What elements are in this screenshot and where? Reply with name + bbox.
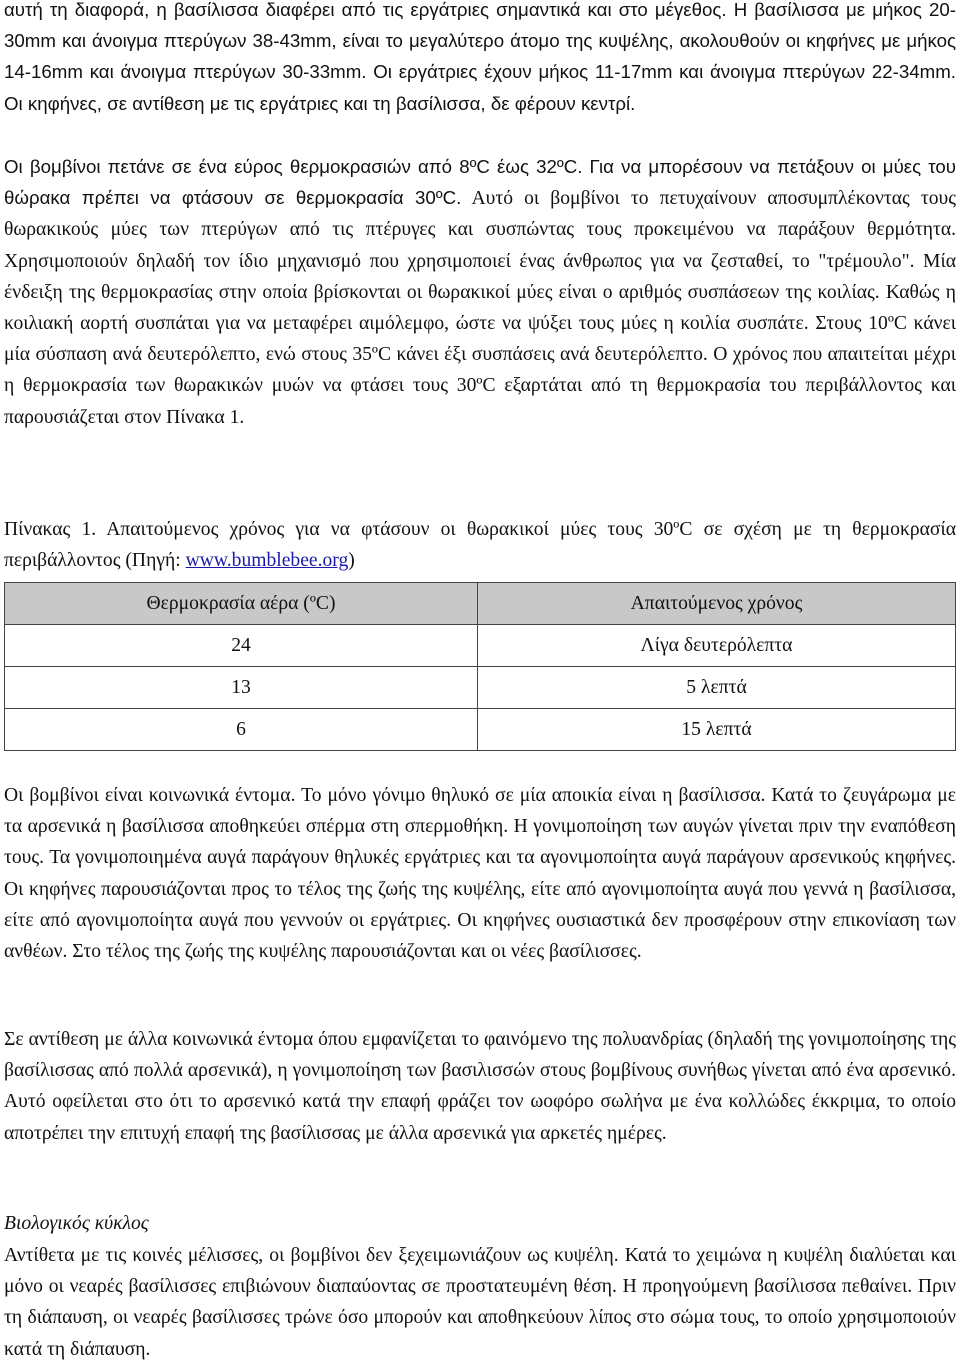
table-row bbox=[5, 709, 956, 751]
lifecycle-paragraph: Αντίθετα με τις κοινές μέλισσες, οι βομβίνοι δεν ξεχειμωνιάζουν ως κυψέλη. Κατά το χειμώνα η κυψέλη διαλύεται και μόνο οι νεαρές βασίλισσες επιβιώνουν διαπαύοντας σε προστατευμένη θέση. Η προηγούμενη βασίλισσα πεθαίνει. Πριν τη διάπαυση, οι νεαρές βασίλισσες τρώνε όσο μπορούν και αποθηκεύουν λίπος στο σώμα τους, το οποίο χρησιμοποιούν κατά τη διάπαυση. bbox=[4, 1245, 956, 1360]
lifecycle-heading: Βιολογικός κύκλος bbox=[4, 1213, 149, 1234]
table-cell-time: Λίγα δευτερόλεπτα bbox=[478, 625, 956, 667]
temperature-paragraph bbox=[4, 151, 956, 433]
table-cell-time: 5 λεπτά bbox=[478, 667, 956, 709]
table-cell-temperature: 13 bbox=[5, 667, 478, 709]
source-link[interactable]: www.bumblebee.org bbox=[185, 550, 349, 572]
table-cell-temperature: 6 bbox=[5, 709, 478, 751]
table-caption-text: Πίνακας 1. Απαιτούμενος χρόνος για να φτάσουν οι θωρακικοί μύες τους 30ºC σε σχέση με τη θερμοκρασία περιβάλλοντος (Πηγή: bbox=[4, 519, 956, 572]
table-caption-end: ) bbox=[348, 550, 355, 572]
temperature-sans-text: Οι βομβίνοι πετάνε σε ένα εύρος θερμοκρασιών από 8ºC έως 32ºC. Για να μπορέσουν να πετάξουν οι μύες του θώρακα πρέπει να φτάσουν σε θερμοκρασία 30ºC. bbox=[4, 156, 956, 209]
table-cell-temperature: 24 bbox=[5, 625, 478, 667]
temperature-table bbox=[4, 582, 956, 751]
table-cell-time: 15 λεπτά bbox=[478, 709, 956, 751]
header-air-temperature: Θερμοκρασία αέρα (ºC) bbox=[5, 583, 478, 625]
temperature-serif-text: Αυτό οι βομβίνοι το πετυχαίνουν αποσυμπλέκοντας τους θωρακικούς μύες των πτερύγων από τις πτέρυγες και συσπώντας τους προκειμένου να παράξουν θερμότητα. Χρησιμοποιούν δηλαδή τον ίδιο μηχανισμό που χρησιμοποιεί ένας άνθρωπος για να ζεσταθεί, το "τρέμουλο". Μία ένδειξη της θερμοκρασίας στην οποία βρίσκονται οι θωρακικοί μύες είναι ο αριθμός συσπάσεων της κοιλίας. Καθώς η κοιλιακή αορτή συσπάται για να μεταφέρει αιμόλεμφο, ώστε να ψύξει τους μύες η κοιλία συσπάτε. Στους 10ºC κάνει μία σύσπαση ανά δευτερόλεπτο, ενώ στους 35ºC κάνει έξι συσπάσεις ανά δευτερόλεπτο. Ο χρόνος που απαιτείται μέχρι η θερμοκρασία των θωρακικών μυών να φτάσει τους 30ºC εξαρτάται από τη θερμοκρασία του περιβάλλοντος και παρουσιάζεται στον Πίνακα 1. bbox=[4, 188, 956, 428]
polyandry-paragraph: Σε αντίθεση με άλλα κοινωνικά έντομα όπου εμφανίζεται το φαινόμενο της πολυανδρίας (δηλαδή της γονιμοποίησης της βασίλισσας από πολλά αρσενικά), η γονιμοποίηση των βασιλισσών στους βομβίνους συνήθως γίνεται από ένα αρσενικό. Αυτό οφείλεται στο ότι το αρσενικό κατά την επαφή φράζει τον ωοφόρο σωλήνα με ένα κολλώδες έκκριμα, το οποίο αποτρέπει την επιτυχή επαφή της βασίλισσας με άλλα αρσενικά για αρκετές ημέρες. bbox=[4, 1029, 956, 1144]
table-caption bbox=[4, 514, 956, 576]
intro-paragraph: αυτή τη διαφορά, η βασίλισσα διαφέρει από τις εργάτριες σημαντικά και στο μέγεθος. Η βασίλισσα με μήκος 20-30mm και άνοιγμα πτερύγων 38-43mm, είναι το μεγαλύτερο άτομο της κυψέλης, ακολουθούν οι κηφήνες με μήκος 14-16mm και άνοιγμα πτερύγων 30-33mm. Οι εργάτριες έχουν μήκος 11-17mm και άνοιγμα πτερύγων 22-34mm. Οι κηφήνες, σε αντίθεση με τις εργάτριες και τη βασίλισσα, δε φέρουν κεντρί. bbox=[4, 0, 956, 114]
header-required-time: Απαιτούμενος χρόνος bbox=[478, 583, 956, 625]
table-row bbox=[5, 667, 956, 709]
table-row bbox=[5, 625, 956, 667]
social-paragraph: Οι βομβίνοι είναι κοινωνικά έντομα. Το μόνο γόνιμο θηλυκό σε μία αποικία είναι η βασίλισσα. Κατά το ζευγάρωμα με τα αρσενικά η βασίλισσα αποθηκεύει σπέρμα στη σπερμοθήκη. Η γονιμοποίηση των αυγών γίνεται πριν την εναπόθεση τους. Τα γονιμοποιημένα αυγά παράγουν θηλυκές εργάτριες και τα αγονιμοποίητα αυγά παράγουν αρσενικούς κηφήνες. Οι κηφήνες παρουσιάζονται προς το τέλος της ζωής της κυψέλης, είτε από αγονιμοποίητα αυγά που γεννά η βασίλισσα, είτε από αγονιμοποίητα αυγά που γεννούν οι εργάτριες. Οι κηφήνες ουσιαστικά δεν προσφέρουν στην επικονίαση των ανθέων. Στο τέλος της ζωής της κυψέλης παρουσιάζονται και οι νέες βασίλισσες. bbox=[4, 785, 956, 963]
table-header-row bbox=[5, 583, 956, 625]
